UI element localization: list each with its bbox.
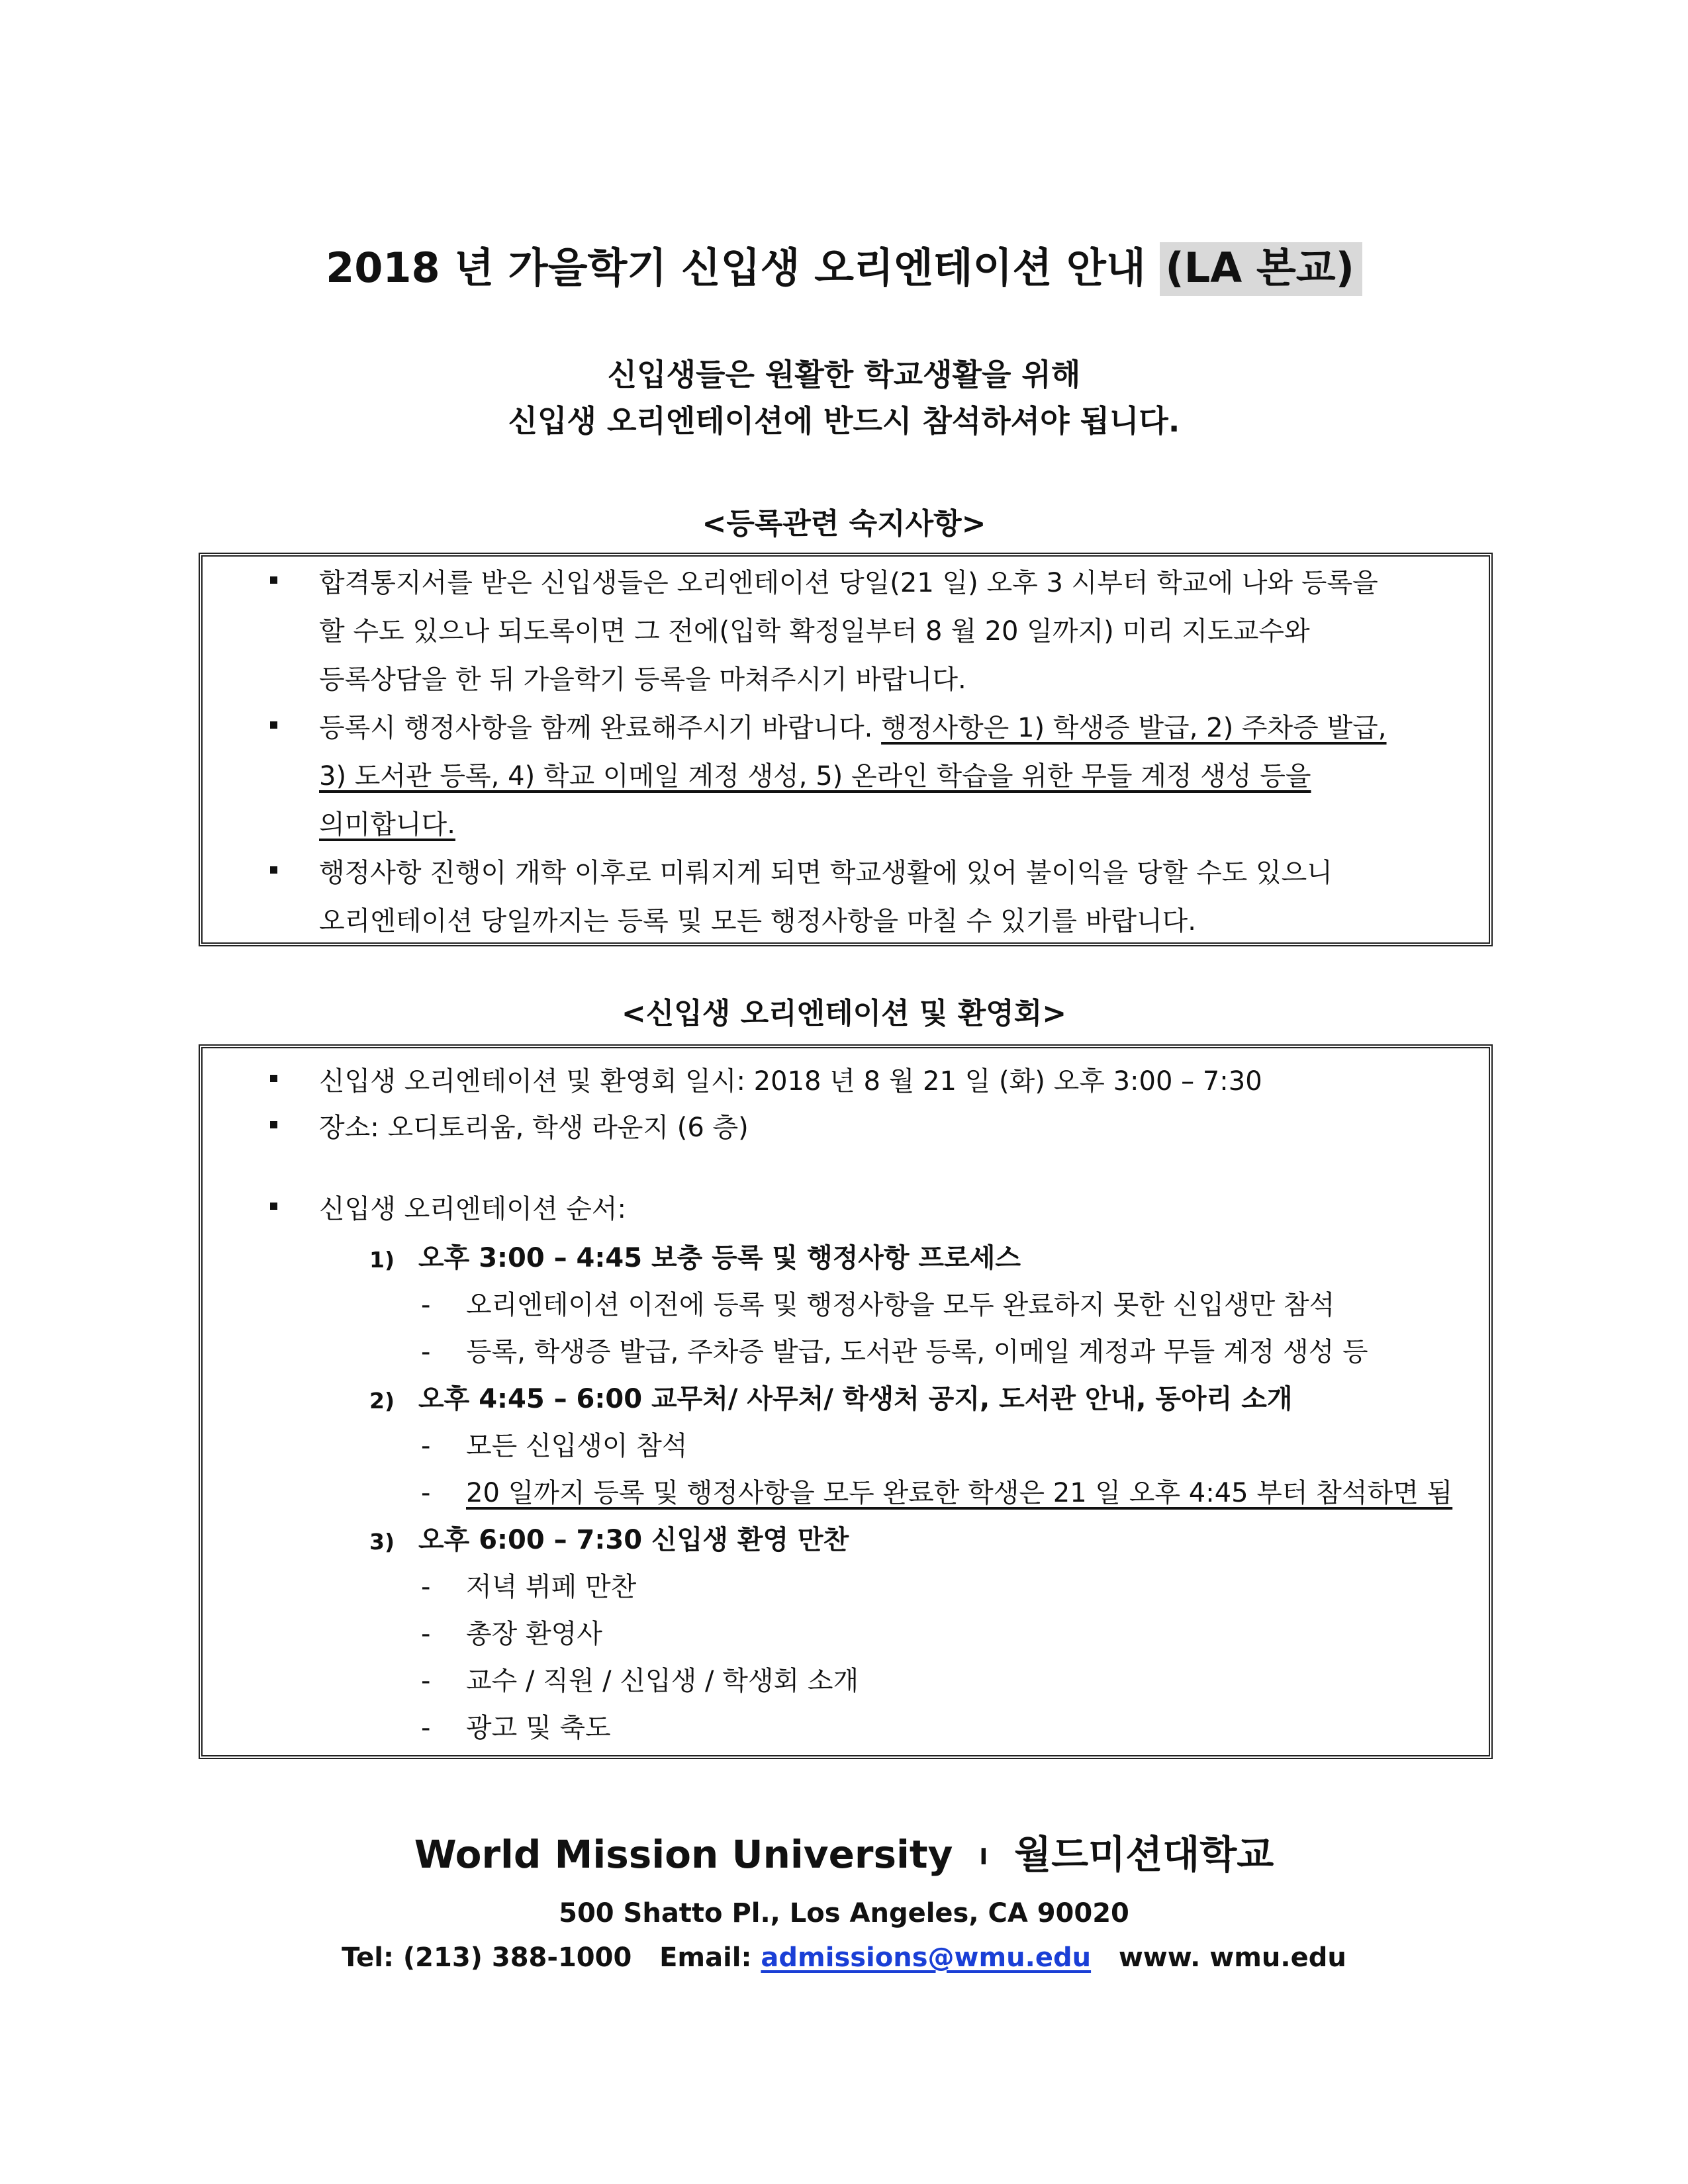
dash-marker: - [421, 1619, 431, 1649]
university-name-en: World Mission University [414, 1832, 953, 1877]
dash-marker: - [421, 1337, 431, 1367]
orientation-box [199, 1044, 1493, 1759]
step-number: 3) [369, 1529, 395, 1555]
dash-marker: - [421, 1478, 431, 1508]
step-title: 오후 4:45 – 6:00 교무처/ 사무처/ 학생처 공지, 도서관 안내, 동아리 소개 [418, 1384, 1293, 1414]
dash-marker: - [421, 1290, 431, 1320]
bullet-icon [270, 1075, 277, 1082]
notice-line [319, 715, 1387, 741]
notice-line: 등록상담을 한 뒤 가을학기 등록을 마쳐주시기 바랍니다. [319, 664, 966, 695]
section-heading-orientation: <신입생 오리엔테이션 및 환영회> [621, 997, 1067, 1030]
step-item-underlined: 20 일까지 등록 및 행정사항을 모두 완료한 학생은 21 일 오후 4:45 부터 참석하면 됨 [466, 1478, 1453, 1508]
step-item: 총장 환영사 [466, 1619, 602, 1649]
step-item: 저녁 뷔페 만찬 [466, 1572, 637, 1602]
step-number: 2) [369, 1388, 395, 1414]
step-item: 교수 / 직원 / 신입생 / 학생회 소개 [466, 1666, 859, 1696]
orientation-order-label: 신입생 오리엔테이션 순서: [319, 1194, 626, 1224]
notice-underlined-text: 행정사항은 1) 학생증 발급, 2) 주차증 발급, [881, 713, 1387, 743]
notice-text: 등록시 행정사항을 함께 완료해주시기 바랍니다. [319, 713, 882, 743]
dash-marker: - [421, 1666, 431, 1696]
dash-marker: - [421, 1713, 431, 1743]
email-link[interactable]: admissions@wmu.edu [761, 1942, 1092, 1973]
bullet-icon [270, 866, 277, 874]
page-title [0, 235, 1688, 294]
notice-line: 할 수도 있으나 되도록이면 그 전에(입학 확정일부터 8 월 20 일까지) 미리 지도교수와 [319, 616, 1310, 647]
step-item: 모든 신입생이 참석 [466, 1431, 688, 1461]
notice-underlined-line: 의미합니다. [319, 809, 455, 840]
university-name [0, 1823, 1688, 1879]
dash-marker: - [421, 1431, 431, 1461]
step-title: 오후 3:00 – 4:45 보충 등록 및 행정사항 프로세스 [418, 1243, 1021, 1273]
section-heading-registration: <등록관련 숙지사항> [702, 507, 986, 541]
notice-line: 행정사항 진행이 개학 이후로 미뤄지게 되면 학교생활에 있어 불이익을 당할 수도 있으니 [319, 858, 1333, 888]
title-main: 2018 년 가을학기 신입생 오리엔테이션 안내 [326, 244, 1160, 292]
contact-line [0, 1942, 1688, 1973]
bullet-icon [270, 1121, 277, 1128]
title-campus-highlight: (LA 본교) [1160, 242, 1362, 296]
university-address: 500 Shatto Pl., Los Angeles, CA 90020 [559, 1898, 1129, 1929]
notice-line: 오리엔테이션 당일까지는 등록 및 모든 행정사항을 마칠 수 있기를 바랍니다. [319, 906, 1196, 936]
orientation-datetime: 신입생 오리엔테이션 및 환영회 일시: 2018 년 8 월 21 일 (화) 오후 3:00 – 7:30 [319, 1066, 1262, 1097]
step-title: 오후 6:00 – 7:30 신입생 환영 만찬 [418, 1525, 849, 1555]
step-number: 1) [369, 1247, 395, 1273]
bullet-icon [270, 576, 277, 584]
step-item: 오리엔테이션 이전에 등록 및 행정사항을 모두 완료하지 못한 신입생만 참석 [466, 1290, 1335, 1320]
registration-notice-box [199, 553, 1493, 946]
intro-line-1: 신입생들은 원활한 학교생활을 위해 [607, 357, 1081, 392]
dash-marker: - [421, 1572, 431, 1602]
website-text: www. wmu.edu [1091, 1942, 1346, 1973]
university-name-ko: 월드미션대학교 [1014, 1832, 1274, 1877]
contact-tel: Tel: (213) 388-1000 Email: [342, 1942, 761, 1973]
bullet-icon [270, 721, 277, 729]
notice-line: 합격통지서를 받은 신입생들은 오리엔테이션 당일(21 일) 오후 3 시부터 학교에 나와 등록을 [319, 568, 1378, 598]
orientation-location: 장소: 오디토리움, 학생 라운지 (6 층) [319, 1113, 749, 1143]
name-separator: I [979, 1843, 988, 1870]
notice-underlined-line: 3) 도서관 등록, 4) 학교 이메일 계정 생성, 5) 온라인 학습을 위한 무들 계정 생성 등을 [319, 761, 1311, 792]
bullet-icon [270, 1203, 277, 1210]
step-item: 등록, 학생증 발급, 주차증 발급, 도서관 등록, 이메일 계정과 무들 계정 생성 등 [466, 1337, 1368, 1367]
step-item: 광고 및 축도 [466, 1713, 611, 1743]
intro-line-2: 신입생 오리엔테이션에 반드시 참석하셔야 됩니다. [508, 403, 1180, 439]
